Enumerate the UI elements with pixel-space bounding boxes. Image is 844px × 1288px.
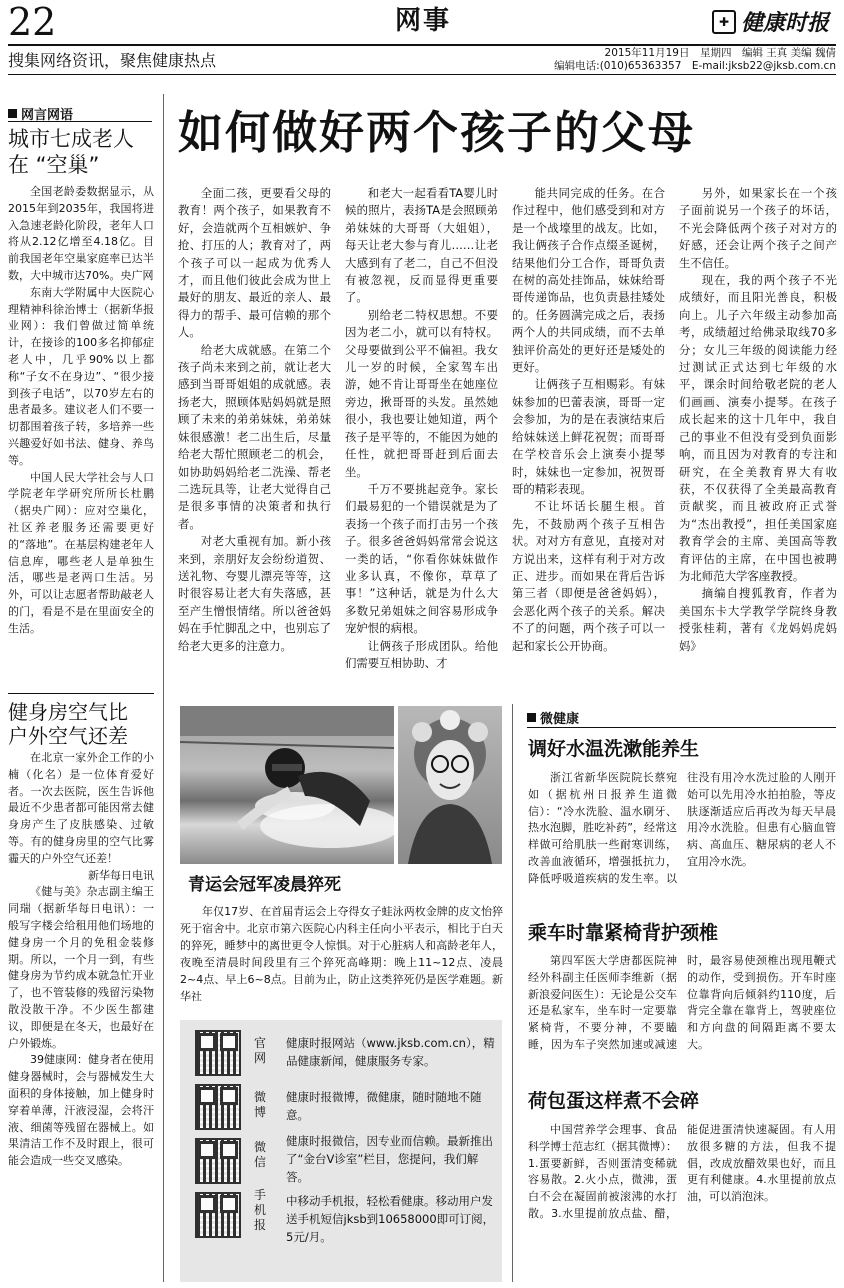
promo-label-website: 官网 [254,1036,267,1065]
page-number: 22 [8,0,57,44]
qr-code-website-icon[interactable] [195,1030,241,1076]
story2-body: 在北京一家外企工作的小楠（化名）是一位体育爱好者。一次去医院，医生告诉他最近不少患者都可能因常去健身房产生了皮肤感染、过敏等。有的健身房里的空气比雾霾天的户外空气还差！ 新华每日电讯 《健与美》杂志副主编王同瑞（据新华每日电讯）：一般写字楼会给租用他们场地的健身房一个月的免租金装修期。所以，一个月一到，有些健身房为节约成本就急忙开业了，也不管装修的残留污染物散没散干净。不少医生都建议，即便是在冬天，也最好在户外锻炼。 39健康网：健身者在使用健身器械时，会与器械发生大面积的身体接触，加上健身时穿着单薄，汗液浸湿，会将汗液、细菌等残留在器械上。如果清洁工作不及时跟上，很可能会造成一些交叉感染。 [8,751,154,1168]
article3-body: 中国营养学会理事、食品科学博士范志红（据其微博）：1.蛋要新鲜，否则蛋清变稀就容易散。2.火小点，微沸，蛋白不会在凝固前被滚沸的水打散。3.水里提前放点盐、醋，能促进蛋清快速凝固。有人用放很多糖的方法，但我不提倡，改成放醋效果也好，而且更有利健康。4.水里提前放点油，可以消泡沫。 [528,1123,836,1220]
promo-text-website: 健康时报网站（www.jksb.com.cn），精品健康新闻，健康服务专家。 [286,1036,495,1068]
qr-code-weibo-icon[interactable] [195,1084,241,1130]
header-rule [8,44,836,46]
promo-text-weibo: 健康时报微博，微健康，随时随地不随意。 [286,1090,482,1122]
square-bullet-icon [8,109,17,118]
logo-text: 健康时报 [741,10,830,36]
promo-text-wechat: 健康时报微信，因专业而信赖。最新推出了“金台V诊室”栏目，您提问，我们解答。 [286,1134,493,1184]
promo-label-weibo: 微博 [254,1090,267,1119]
story-divider [8,693,154,694]
swimmer-illustration [180,706,394,864]
header-rule-2 [8,74,836,75]
main-headline: 如何做好两个孩子的父母 [178,106,696,159]
article2-body: 第四军医大学唐都医院神经外科副主任医师李维新（据新浪爱问医生）：无论是公交车还是私家车，坐车时一定要靠紧椅背，不要分神，不要瞌睡，因为车子突然加速或减速时，最容易使颈椎出现甩鞭式的动作，受到损伤。开车时座位靠背向后倾斜约110度，后背完全靠在靠背上，驾驶座位和方向盘的间隔距离不要太大。 [528,954,836,1051]
main-column-4: 另外，如果家长在一个孩子面前说另一个孩子的坏话，不光会降低两个孩子对对方的好感，还会让两个孩子之间产生不信任。 现在，我的两个孩子不光成绩好，而且阳光善良，积极向上。儿子六年级主动参加高考，成绩超过给佛录取线70多分；女儿三年级的阅读能力经过测试正式达到七年级的水平，课余时间给敬老院的老人们画画、演奏小提琴。在孩子成长起来的这十几年中，我自己的事业不但没有受到负面影响，而且因为对教育的专注和研究，在全美教育界大有收获，不仅获得了全美最高教育贡献奖，而且被政府正式誉为“杰出教授”，担任美国家庭教育学会的主席、美国高等教育评估的主席，在中国也被聘为北师范大学客座教授。 摘编自搜狐教育，作者为美国东卡大学教学学院终身教授张桂莉，著有《龙妈妈虎妈妈》 [679,186,837,653]
promo-text-mobile: 中移动手机报，轻松看健康。移动用户发送手机短信jksb到10658000即可订阅，5元/月。 [286,1194,495,1244]
main-column-2: 和老大一起看看TA婴儿时候的照片，表扬TA是会照顾弟弟妹妹的大哥哥（大姐姐），每天让老大参与育儿……让老大感到有了老二，自己不但没有被忽视，反而显得更重要了。 别给老二特权思想。不要因为老二小，就可以有特权。父母要做到公平不偏袒。我女儿一岁的时候，全家驾车出游，她不肯让哥哥坐在她座位旁边，揪哥哥的头发。虽然她很小，我也要让她知道，两个孩子是平等的，不能因为她的任性，就把哥哥赶到后面去坐。 千万不要挑起竞争。家长们最易犯的一个错误就是为了表扬一个孩子而打击另一个孩子。很多爸爸妈妈常常会说这一类的话，“你看你妹妹做作业多认真，不像你，草草了事！”这种话，就是为什么大多数兄弟姐妹之间容易形成争宠妒恨的病根。 让俩孩子形成团队。给他们需要互相协助、才 [345,186,498,670]
header-slogan: 搜集网络资讯，聚焦健康热点 [8,51,217,70]
main-column-3: 能共同完成的任务。在合作过程中，他们感受到和对方是一个战壕里的战友。比如，我让俩孩子合作点缀圣诞树，结果他们分工合作，哥哥负责在树的高处挂饰品，妹妹给哥哥传递饰品，也负责悬挂矮处的。任务圆满完成之后，表扬两个人的共同成绩，而不去单独评价高处的更好还是矮处的更好。 让俩孩子互相赐彩。有妹妹参加的巴蕾表演，哥哥一定会参加，为的是在表演结束后给妹妹送上鲜花祝贺；而哥哥在学校音乐会上演奏小提琴时，妹妹也一定参加，祝贺哥哥的精彩表现。 不让坏话长腿生根。首先，不鼓励两个孩子互相告状。对对方有意见，直接对对方说出来，这样有利于对方改正、进步。而如果在背后告诉第三者（即便是爸爸妈妈），会恶化两个孩子的关系。解决不了的问题，两个孩子可以一起和家长公开协商。 [512,186,665,653]
promo-label-mobile: 手机报 [254,1188,267,1232]
section-title: 网事 [395,6,452,36]
story1-body: 全国老龄委数据显示，从2015年到2035年，我国将进入急速老龄化阶段，老年人口将从2.12亿增至4.18亿。目前我国老年空巢家庭率已达半数，大中城市达70%。央广网 东南大学附属中大医院心理精神科徐治博士（据新华报业网）：我们曾做过简单统计，在接诊的100多名抑郁症老人中，几乎90%以上都称“子女不在身边”、“很少接到孩子电话”，以70岁左右的患者最多。建议老人们不要一切都围着孩子转，多培养一些兴趣爱好如书法、健身、养鸟等。 中国人民大学社会与人口学院老年学研究所所长杜鹏（据央广网）：应对空巢化，社区养老服务还需要更好的“落地”。在基层构建老年人信息库，哪些老人是单独生活，哪些是老两口生活。另外，可以让志愿者帮助敲老人的门，看是不是在里面安全的生活。 [8,185,154,635]
article1-body: 浙江省新华医院院长蔡宛如（据杭州日报养生道微信）：“冷水洗脸、温水刷牙、热水泡脚，胜吃补药”，经常这样做可给肌肤一些耐寒训练，改善血液循环，增强抵抗力，降低呼吸道疾病的发生率。以往没有用冷水洗过脸的人刚开始可以先用冷水拍拍脸，等皮肤逐渐适应后再改为每天早晨用冷水洗脸。但患有心脑血管病、高血压、糖尿病的老人不宜用冷水洗。 [528,771,836,885]
contact-line: 编辑电话:(010)65363357 E-mail:jksb22@jksb.com.cn [554,60,836,72]
athlete-portrait [398,706,502,864]
portrait-illustration [398,706,502,864]
logo-emblem-icon: ✚ [712,10,736,34]
promo-label-wechat: 微信 [254,1140,267,1169]
micro-health-label: 微健康 [527,708,579,727]
photo-story-body: 年仅17岁、在首届青运会上夺得女子蛙泳两枚金牌的皮文怡猝死于宿舍中。北京市第六医院心内科主任向小平表示，相比于白天的猝死，睡梦中的离世更令人惊惧。对于心脏病人和高龄老年人，夜晚至清晨时间段里有三个猝死高峰期：晚上11~12点、凌晨2~4点、早上6~8点。目前为止，防止这类猝死仍是医学难题。新华社 [180,905,503,1003]
content-divider [512,704,513,1282]
main-column-1: 全面二孩，更要看父母的教育！两个孩子，如果教育不好，会造就两个互相嫉妒、争抢、打压的人；教育对了，两个孩子可以一起成为优秀人才，而且他们彼此会成为世上最好的朋友、最近的亲人、最得力的帮手、最可信赖的那个人。 给老大成就感。在第二个孩子尚未来到之前，就让老大感到当哥哥姐姐的成就感。表扬老大，照顾体贴妈妈就是照顾了未来的弟弟妹妹，弟弟妹妹很感激！老二出生后，尽量给老大帮忙照顾老二的机会，如协助妈妈给老二洗澡、帮老二选玩具等，让老大觉得自己是很多事情的决策者和执行者。 对老大重视有加。新小孩来到，亲朋好友会纷纷道贺、送礼物、夸婴儿漂亮等等，这时很容易让老大有失落感，甚至产生憎恨情绪。所以爸爸妈妈在手忙脚乱之中，也别忘了给老大更多的注意力。 [178,186,331,653]
article3-title: 荷包蛋这样煮不会碎 [528,1090,700,1112]
sidebar-divider [163,94,164,1282]
column-label-rule [8,121,152,122]
story2-title: 健身房空气比 户外空气还差 [8,700,128,748]
date-editor-line: 2015年11月19日 星期四 编辑 王真 美编 魏倩 [604,47,836,59]
article1-title: 调好水温洗漱能养生 [528,738,700,760]
square-bullet-icon [527,713,536,722]
story1-title: 城市七成老人 在 “空巢” [8,127,134,177]
qr-code-wechat-icon[interactable] [195,1138,241,1184]
photo-story-title: 青运会冠军凌晨猝死 [188,875,341,895]
article2-title: 乘车时靠紧椅背护颈椎 [528,922,719,944]
column-label: 网言网语 [8,104,73,123]
swimmer-photo [180,706,394,864]
qr-code-mobile-icon[interactable] [195,1192,241,1238]
micro-health-rule [527,727,836,728]
newspaper-logo [712,6,829,36]
